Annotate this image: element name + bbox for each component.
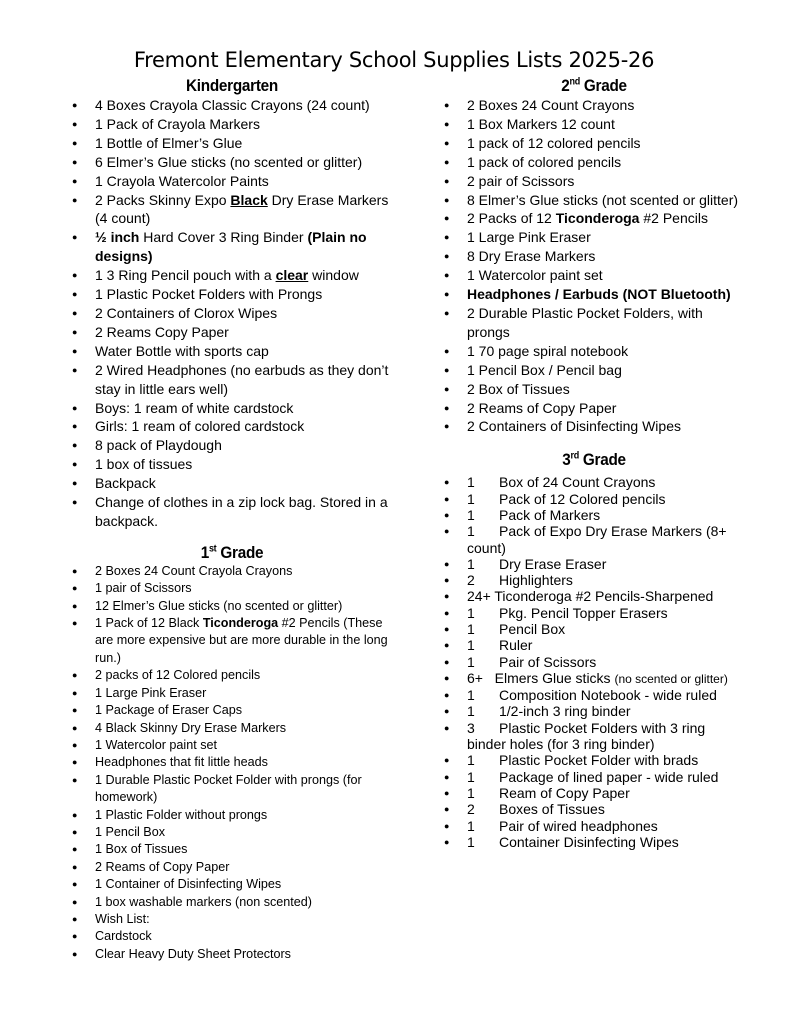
list-item: ● 1 pack of colored pencils [444, 153, 744, 172]
kindergarten-heading: Kindergarten [186, 76, 278, 95]
item-note: (no scented or glitter) [614, 671, 728, 686]
item-qty: 1 [467, 752, 475, 769]
item-text: Ticonderoga #2 Pencils-Sharpened [494, 588, 714, 605]
item-text: Boxes of Tissues [499, 801, 605, 818]
list-item: ● 1 Package of Eraser Caps [72, 702, 392, 719]
item-emphasis: (Plain no designs) [95, 229, 367, 265]
list-item: ● 1 Crayola Watercolor Paints [72, 172, 392, 191]
heading-sup: rd [570, 450, 579, 462]
list-item: ● 2 Containers of Clorox Wipes [72, 304, 392, 323]
list-item: ● Headphones that fit little heads [72, 754, 392, 771]
list-item [444, 752, 744, 768]
item-qty: 1 [467, 784, 475, 801]
list-item: ● Backpack [72, 474, 392, 493]
list-item: ● 2 pair of Scissors [444, 172, 744, 191]
list-item: ● 8 Elmer’s Glue sticks (not scented or glitter) [444, 191, 744, 210]
item-qty: 1 [467, 490, 475, 507]
item-qty: 1 [467, 506, 475, 523]
heading-word: Grade [579, 76, 627, 95]
item-text: 1 3 Ring Pencil pouch with a [95, 267, 276, 284]
list-item: ● 1 Plastic Pocket Folders with Prongs [72, 285, 392, 304]
list-item: ● 1 Pack of Crayola Markers [72, 115, 392, 134]
grade2-list [444, 96, 744, 436]
item-text: Pair of wired headphones [499, 817, 658, 834]
list-item: ● 2 Wired Headphones (no earbuds as they don’t stay in little ears well) [72, 361, 392, 399]
item-text: Plastic Pocket Folder with brads [499, 752, 699, 769]
list-item [444, 720, 744, 753]
item-text: Highlighters [499, 572, 573, 589]
grade3-heading [459, 450, 729, 470]
item-text: 1/2-inch 3 ring binder [499, 703, 631, 720]
list-item [444, 556, 744, 572]
list-item [444, 670, 744, 687]
list-item: ● 1 Bottle of Elmer’s Glue [72, 134, 392, 153]
item-emphasis: Ticonderoga [555, 210, 640, 227]
item-text: #2 Pencils (These are more expensive but are more durable in the long run.) [95, 616, 388, 665]
grade3-list [444, 474, 744, 850]
item-qty: 1 [467, 620, 475, 637]
list-item [444, 637, 744, 653]
list-item [444, 785, 744, 801]
list-item [444, 491, 744, 507]
item-text: Plastic Pocket Folders with 3 ring binder holes (for 3 ring binder) [467, 719, 706, 753]
item-qty: 1 [467, 555, 475, 572]
list-item [444, 209, 744, 228]
item-qty: 1 [467, 637, 475, 654]
list-item: ● 1 pair of Scissors [72, 580, 392, 597]
list-item [444, 834, 744, 850]
list-item: ● 1 Box Markers 12 count [444, 115, 744, 134]
list-item: ● 6 Elmer’s Glue sticks (no scented or glitter) [72, 153, 392, 172]
grade2-heading [459, 76, 729, 96]
list-item [444, 801, 744, 817]
item-text: window [308, 267, 359, 284]
list-item: ● 2 Reams of Copy Paper [72, 859, 392, 876]
list-item [444, 507, 744, 523]
item-qty: 1 [467, 687, 475, 704]
list-item: ● 2 Boxes 24 Count Crayola Crayons [72, 563, 392, 580]
list-item: ● 1 Large Pink Eraser [444, 228, 744, 247]
item-text: Composition Notebook - wide ruled [499, 687, 717, 704]
list-item [72, 266, 392, 285]
item-emphasis: Black [230, 191, 268, 208]
list-item [72, 191, 392, 229]
list-item: ● 12 Elmer’s Glue sticks (no scented or glitter) [72, 598, 392, 615]
item-text: Pack of Expo Dry Erase Markers (8+ count) [467, 523, 727, 556]
heading-num: 2 [561, 76, 570, 95]
grade1-heading [88, 543, 376, 563]
item-qty: 1 [467, 703, 475, 720]
list-item [444, 703, 744, 719]
item-text: Package of lined paper - wide ruled [499, 768, 719, 785]
list-item: ● 2 Containers of Disinfecting Wipes [444, 417, 744, 436]
list-item [72, 228, 392, 266]
item-text: Pack of 12 Colored pencils [499, 490, 666, 507]
list-item [444, 474, 744, 490]
item-text: Box of 24 Count Crayons [499, 474, 656, 491]
item-qty: 1 [467, 833, 475, 850]
list-item: ● 1 Container of Disinfecting Wipes [72, 876, 392, 893]
item-text: #2 Pencils [639, 210, 708, 227]
list-item: ● 1 box washable markers (non scented) [72, 894, 392, 911]
list-item [444, 605, 744, 621]
list-item [444, 572, 744, 588]
item-text: 2 Packs of 12 [467, 210, 556, 227]
item-qty: 1 [467, 653, 475, 670]
list-item: ● 1 Plastic Folder without prongs [72, 807, 392, 824]
list-item: ● 8 Dry Erase Markers [444, 247, 744, 266]
grade1-list [72, 563, 392, 963]
right-column [444, 76, 744, 850]
list-item [72, 615, 392, 667]
list-item: ● 2 Reams Copy Paper [72, 323, 392, 342]
item-qty: 1 [467, 604, 475, 621]
item-qty: 1 [467, 817, 475, 834]
list-item: ● 2 Reams of Copy Paper [444, 399, 744, 418]
list-item [444, 687, 744, 703]
list-item [444, 769, 744, 785]
list-item: ● 2 Boxes 24 Count Crayons [444, 96, 744, 115]
heading-sup: nd [569, 76, 580, 88]
list-item: ● 1 Pencil Box / Pencil bag [444, 361, 744, 380]
item-text: Pair of Scissors [499, 653, 597, 670]
list-item [444, 621, 744, 637]
item-emphasis: Ticonderoga [202, 616, 279, 631]
item-qty: 2 [467, 572, 475, 589]
list-item: ● 1 Watercolor paint set [444, 266, 744, 285]
heading-num: 1 [200, 542, 209, 562]
list-item: ● 8 pack of Playdough [72, 436, 392, 455]
item-text: Ruler [499, 637, 533, 654]
item-qty: 1 [467, 474, 475, 491]
left-column [72, 76, 392, 963]
item-text: Container Disinfecting Wipes [499, 833, 679, 850]
item-text: Hard Cover 3 Ring Binder [139, 229, 308, 246]
list-item: ● 1 Box of Tissues [72, 841, 392, 858]
list-item: ● 1 Durable Plastic Pocket Folder with prongs (for homework) [72, 772, 392, 807]
list-item: ● Clear Heavy Duty Sheet Protectors [72, 946, 392, 963]
item-emphasis: ½ inch [95, 229, 140, 246]
item-text: 1 Pack of 12 Black [95, 616, 203, 631]
list-item: ● 4 Boxes Crayola Classic Crayons (24 count) [72, 96, 392, 115]
heading-word: Grade [578, 450, 626, 470]
item-qty: 1 [467, 523, 475, 540]
item-qty: 3 [467, 719, 475, 736]
list-item: ● 2 Durable Plastic Pocket Folders, with prongs [444, 304, 744, 342]
list-item: ● Wish List: [72, 911, 392, 928]
list-item: ● Headphones / Earbuds (NOT Bluetooth) [444, 285, 744, 304]
item-text: Dry Erase Markers (4 count) [95, 191, 389, 227]
list-item: ● 1 Watercolor paint set [72, 737, 392, 754]
heading-word: Grade [216, 542, 264, 562]
list-item: ● 2 Box of Tissues [444, 380, 744, 399]
list-item: ● 1 pack of 12 colored pencils [444, 134, 744, 153]
item-text: Elmers Glue sticks [494, 669, 611, 686]
list-item: ● 4 Black Skinny Dry Erase Markers [72, 720, 392, 737]
list-item [444, 523, 744, 556]
page-title: Fremont Elementary School Supplies Lists 2025-26 [133, 48, 655, 72]
item-qty: 1 [467, 768, 475, 785]
list-item: ● 1 70 page spiral notebook [444, 342, 744, 361]
item-text: Pack of Markers [499, 506, 601, 523]
item-qty: 6+ [467, 669, 483, 686]
list-item: ● 1 box of tissues [72, 455, 392, 474]
item-text: Dry Erase Eraser [499, 555, 607, 572]
list-item [444, 818, 744, 834]
list-item: ● Girls: 1 ream of colored cardstock [72, 417, 392, 436]
list-item: ● 1 Pencil Box [72, 824, 392, 841]
list-item: ● Change of clothes in a zip lock bag. Stored in a backpack. [72, 493, 392, 531]
list-item: ● Boys: 1 ream of white cardstock [72, 399, 392, 418]
list-item: ● 2 packs of 12 Colored pencils [72, 667, 392, 684]
list-item [444, 654, 744, 670]
item-text: Ream of Copy Paper [499, 784, 630, 801]
item-text: Pkg. Pencil Topper Erasers [499, 604, 668, 621]
item-emphasis: clear [275, 267, 309, 284]
item-text: Pencil Box [499, 620, 566, 637]
item-text: 2 Packs Skinny Expo [95, 191, 231, 208]
kindergarten-list [72, 96, 392, 531]
heading-num: 3 [562, 450, 571, 470]
item-qty: 24+ [467, 588, 491, 605]
list-item: ● 1 Large Pink Eraser [72, 685, 392, 702]
list-item: ● Cardstock [72, 928, 392, 945]
list-item [444, 588, 744, 604]
list-item: ● Water Bottle with sports cap [72, 342, 392, 361]
heading-sup: st [208, 543, 217, 555]
item-qty: 2 [467, 801, 475, 818]
